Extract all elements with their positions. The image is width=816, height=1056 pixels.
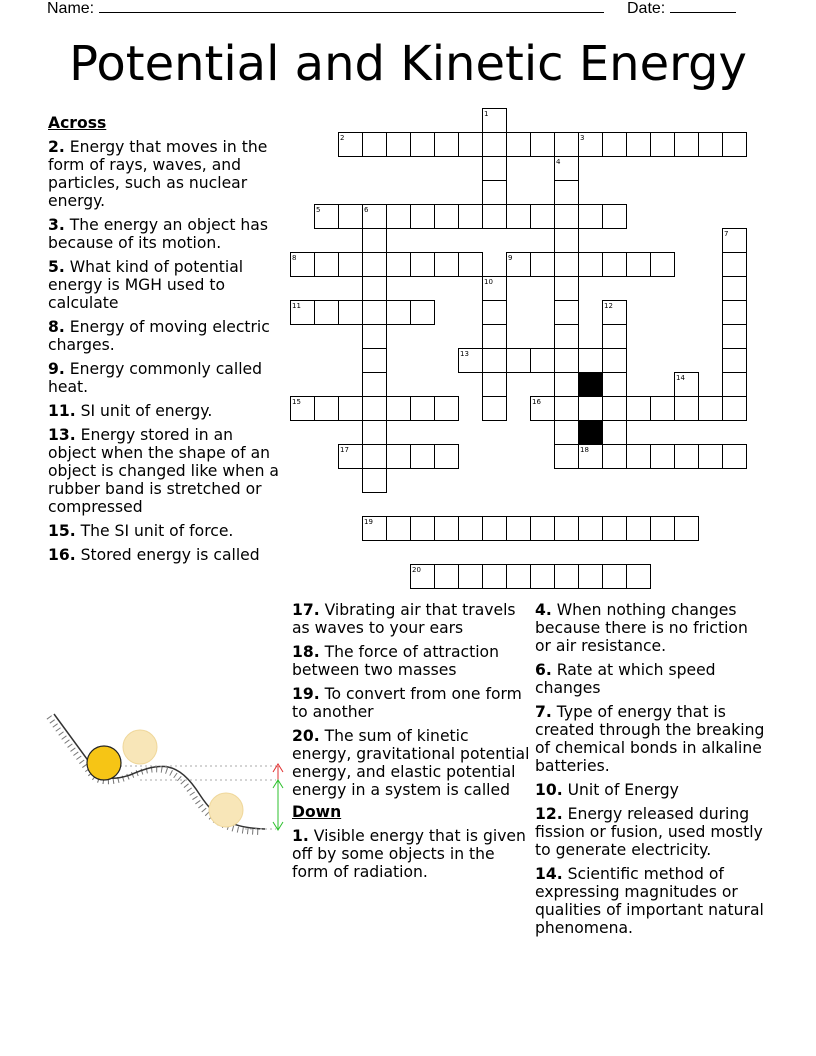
clue-number: 15.: [48, 522, 76, 540]
grid-cell[interactable]: [723, 373, 747, 397]
grid-cell[interactable]: [603, 301, 627, 325]
grid-cell[interactable]: [507, 517, 531, 541]
clue-text: Rate at which speed changes: [535, 661, 716, 697]
grid-cell[interactable]: [315, 301, 339, 325]
grid-cell[interactable]: [579, 397, 603, 421]
clue-across-12: [292, 727, 530, 799]
grid-cell[interactable]: [507, 349, 531, 373]
grid-cell[interactable]: [435, 517, 459, 541]
grid-cell[interactable]: [699, 397, 723, 421]
grid-cell[interactable]: [411, 397, 435, 421]
grid-cell[interactable]: [531, 205, 555, 229]
clue-number: 18.: [292, 643, 320, 661]
ghost-ball-top: [123, 730, 157, 764]
grid-cell[interactable]: [483, 349, 507, 373]
clue-number: 7.: [535, 703, 552, 721]
grid-cell[interactable]: [651, 517, 675, 541]
grid-number: 15: [292, 398, 301, 406]
grid-cell[interactable]: [555, 397, 579, 421]
clue-text: The SI unit of force.: [80, 522, 234, 540]
clue-text: Energy stored in an object when the shape of an object is changed like when a rubber band is stretched or compressed: [48, 426, 279, 516]
clue-text: SI unit of energy.: [80, 402, 213, 420]
clue-text: Energy of moving electric charges.: [48, 318, 270, 354]
grid-cell[interactable]: [603, 133, 627, 157]
roller-coaster-illustration: [40, 700, 300, 850]
clue-number: 10.: [535, 781, 563, 799]
grid-cell[interactable]: [603, 253, 627, 277]
grid-cell[interactable]: [339, 133, 363, 157]
grid-cell[interactable]: [435, 445, 459, 469]
grid-cell[interactable]: [579, 253, 603, 277]
grid-cell[interactable]: [723, 301, 747, 325]
grid-number: 8: [292, 254, 297, 262]
name-line[interactable]: [99, 0, 604, 13]
grid-number: 9: [508, 254, 513, 262]
grid-cell[interactable]: [675, 445, 699, 469]
grid-number: 7: [724, 230, 729, 238]
grid-cell[interactable]: [483, 205, 507, 229]
clue-number: 3.: [48, 216, 65, 234]
date-line[interactable]: [670, 0, 736, 13]
grid-cell[interactable]: [531, 565, 555, 589]
grid-cell[interactable]: [483, 565, 507, 589]
grid-cell[interactable]: [723, 325, 747, 349]
grid-cell[interactable]: [651, 253, 675, 277]
date-field[interactable]: [627, 0, 736, 18]
grid-cell[interactable]: [555, 229, 579, 253]
grid-cell[interactable]: [723, 253, 747, 277]
grid-cell[interactable]: [531, 253, 555, 277]
grid-cell[interactable]: [603, 421, 627, 445]
clue-number: 17.: [292, 601, 320, 619]
grid-cell[interactable]: [531, 133, 555, 157]
clue-text: The force of attraction between two masses: [292, 643, 499, 679]
grid-cell[interactable]: [723, 277, 747, 301]
grid-cell[interactable]: [459, 349, 483, 373]
grid-cell[interactable]: [315, 253, 339, 277]
grid-cell[interactable]: [603, 325, 627, 349]
clue-text: Scientific method of expressing magnitudes or qualities of important natural phenomena.: [535, 865, 764, 937]
grid-cell[interactable]: [291, 301, 315, 325]
grid-cell[interactable]: [435, 253, 459, 277]
grid-cell[interactable]: [579, 445, 603, 469]
clue-number: 9.: [48, 360, 65, 378]
clue-down-5: [535, 805, 767, 859]
grid-number: 19: [364, 518, 373, 526]
yellow-ball: [87, 746, 121, 780]
grid-cell[interactable]: [411, 445, 435, 469]
grid-number: 1: [484, 110, 489, 118]
clue-across-2: [48, 258, 280, 312]
grid-cell[interactable]: [363, 205, 387, 229]
grid-cell[interactable]: [603, 565, 627, 589]
clue-number: 5.: [48, 258, 65, 276]
grid-number: 3: [580, 134, 585, 142]
clue-text: Unit of Energy: [567, 781, 679, 799]
grid-cell[interactable]: [363, 517, 387, 541]
down-heading: Down: [292, 803, 342, 821]
across-heading: Across: [48, 114, 107, 132]
grid-cell[interactable]: [699, 445, 723, 469]
grid-cell[interactable]: [555, 349, 579, 373]
grid-cell[interactable]: [387, 301, 411, 325]
grid-number: 17: [340, 446, 349, 454]
grid-cell[interactable]: [555, 157, 579, 181]
grid-cell[interactable]: [723, 133, 747, 157]
grid-cell[interactable]: [315, 397, 339, 421]
clue-text: Stored energy is called: [80, 546, 260, 564]
grid-cell[interactable]: [507, 205, 531, 229]
clue-down-3: [535, 703, 767, 775]
black-square: [579, 373, 603, 397]
grid-cell[interactable]: [555, 325, 579, 349]
clues-column-3: [535, 601, 767, 943]
grid-cell[interactable]: [339, 445, 363, 469]
grid-cell[interactable]: [363, 397, 387, 421]
grid-cell[interactable]: [579, 205, 603, 229]
page-title: Potential and Kinetic Energy: [69, 36, 747, 92]
grid-cell[interactable]: [363, 253, 387, 277]
grid-number: 18: [580, 446, 589, 454]
grid-cell[interactable]: [531, 517, 555, 541]
grid-cell[interactable]: [387, 205, 411, 229]
grid-cell[interactable]: [387, 133, 411, 157]
grid-cell[interactable]: [315, 205, 339, 229]
clue-number: 1.: [292, 827, 309, 845]
grid-cell[interactable]: [555, 301, 579, 325]
clue-number: 6.: [535, 661, 552, 679]
grid-cell[interactable]: [363, 469, 387, 493]
grid-cell[interactable]: [555, 421, 579, 445]
grid-cell[interactable]: [483, 397, 507, 421]
clue-text: Energy commonly called heat.: [48, 360, 263, 396]
clue-down-2: [535, 661, 767, 697]
clue-text: Visible energy that is given off by some objects in the form of radiation.: [292, 827, 526, 881]
clue-across-4: [48, 360, 280, 396]
grid-cell[interactable]: [387, 517, 411, 541]
clue-number: 14.: [535, 865, 563, 883]
grid-cell[interactable]: [555, 517, 579, 541]
grid-cell[interactable]: [723, 349, 747, 373]
clue-number: 13.: [48, 426, 76, 444]
grid-cell[interactable]: [603, 517, 627, 541]
grid-number: 10: [484, 278, 493, 286]
clue-number: 2.: [48, 138, 65, 156]
clue-text: Energy that moves in the form of rays, waves, and particles, such as nuclear energy.: [48, 138, 268, 210]
grid-cell[interactable]: [555, 565, 579, 589]
grid-cell[interactable]: [555, 253, 579, 277]
grid-cell[interactable]: [363, 349, 387, 373]
grid-number: 4: [556, 158, 561, 166]
grid-cell[interactable]: [627, 517, 651, 541]
grid-cell[interactable]: [363, 301, 387, 325]
grid-cell[interactable]: [675, 373, 699, 397]
clue-across-8: [48, 546, 280, 564]
grid-cell[interactable]: [651, 445, 675, 469]
clue-across-1: [48, 216, 280, 252]
grid-number: 2: [340, 134, 345, 142]
grid-cell[interactable]: [531, 397, 555, 421]
clue-across-0: [48, 138, 280, 210]
grid-cell[interactable]: [411, 565, 435, 589]
grid-cell[interactable]: [603, 349, 627, 373]
grid-cell[interactable]: [387, 253, 411, 277]
grid-cell[interactable]: [627, 445, 651, 469]
ghost-ball-bottom: [209, 793, 243, 827]
clue-text: What kind of potential energy is MGH used to calculate: [48, 258, 244, 312]
clue-text: The energy an object has because of its motion.: [48, 216, 268, 252]
clue-across-5: [48, 402, 280, 420]
clue-number: 11.: [48, 402, 76, 420]
grid-cell[interactable]: [675, 133, 699, 157]
grid-cell[interactable]: [459, 517, 483, 541]
grid-cell[interactable]: [507, 253, 531, 277]
grid-cell[interactable]: [579, 133, 603, 157]
grid-cell[interactable]: [507, 133, 531, 157]
grid-cell[interactable]: [459, 565, 483, 589]
clue-across-3: [48, 318, 280, 354]
grid-cell[interactable]: [363, 277, 387, 301]
grid-cell[interactable]: [723, 229, 747, 253]
grid-cell[interactable]: [555, 205, 579, 229]
clue-number: 20.: [292, 727, 320, 745]
clue-down-6: [535, 865, 767, 937]
grid-cell[interactable]: [627, 133, 651, 157]
grid-cell[interactable]: [363, 421, 387, 445]
clue-text: To convert from one form to another: [292, 685, 522, 721]
grid-cell[interactable]: [723, 445, 747, 469]
grid-cell[interactable]: [387, 445, 411, 469]
grid-cell[interactable]: [339, 301, 363, 325]
grid-cell[interactable]: [363, 445, 387, 469]
across-clues-column-1: [48, 114, 280, 570]
grid-cell[interactable]: [603, 445, 627, 469]
name-field[interactable]: [47, 0, 604, 18]
grid-cell[interactable]: [435, 397, 459, 421]
grid-cell[interactable]: [411, 517, 435, 541]
clue-number: 16.: [48, 546, 76, 564]
grid-cell[interactable]: [411, 253, 435, 277]
grid-number: 12: [604, 302, 613, 310]
grid-cell[interactable]: [435, 133, 459, 157]
clues-column-2: [292, 601, 530, 887]
grid-cell[interactable]: [675, 397, 699, 421]
clue-text: When nothing changes because there is no friction or air resistance.: [535, 601, 748, 655]
grid-cell[interactable]: [579, 517, 603, 541]
grid-cell[interactable]: [387, 397, 411, 421]
grid-cell[interactable]: [483, 373, 507, 397]
grid-number: 13: [460, 350, 469, 358]
grid-cell[interactable]: [483, 157, 507, 181]
grid-cell[interactable]: [555, 373, 579, 397]
clue-across-6: [48, 426, 280, 516]
grid-cell[interactable]: [411, 133, 435, 157]
grid-cell[interactable]: [627, 565, 651, 589]
grid-cell[interactable]: [483, 301, 507, 325]
grid-cell[interactable]: [435, 205, 459, 229]
grid-cell[interactable]: [291, 397, 315, 421]
clue-number: 12.: [535, 805, 563, 823]
grid-cell[interactable]: [699, 133, 723, 157]
grid-cell[interactable]: [435, 565, 459, 589]
grid-cell[interactable]: [603, 373, 627, 397]
clue-across-11: [292, 685, 530, 721]
grid-cell[interactable]: [555, 133, 579, 157]
grid-cell[interactable]: [627, 253, 651, 277]
grid-cell[interactable]: [363, 373, 387, 397]
grid-cell[interactable]: [411, 301, 435, 325]
grid-number: 14: [676, 374, 685, 382]
grid-cell[interactable]: [555, 181, 579, 205]
grid-cell[interactable]: [483, 109, 507, 133]
name-label: Name:: [47, 0, 95, 17]
grid-cell[interactable]: [363, 325, 387, 349]
grid-cell[interactable]: [723, 397, 747, 421]
grid-cell[interactable]: [459, 133, 483, 157]
grid-cell[interactable]: [363, 229, 387, 253]
grid-number: 6: [364, 206, 369, 214]
clue-across-10: [292, 643, 530, 679]
grid-number: 5: [316, 206, 321, 214]
clue-down-4: [535, 781, 767, 799]
clue-number: 4.: [535, 601, 552, 619]
grid-cell[interactable]: [651, 397, 675, 421]
grid-cell[interactable]: [555, 445, 579, 469]
grid-cell[interactable]: [603, 397, 627, 421]
clue-text: Vibrating air that travels as waves to your ears: [292, 601, 516, 637]
grid-cell[interactable]: [291, 253, 315, 277]
grid-cell[interactable]: [459, 205, 483, 229]
clue-down-0: [292, 827, 530, 881]
clue-number: 8.: [48, 318, 65, 336]
grid-cell[interactable]: [507, 565, 531, 589]
grid-cell[interactable]: [555, 277, 579, 301]
grid-cell[interactable]: [531, 349, 555, 373]
grid-cell[interactable]: [483, 325, 507, 349]
black-square: [579, 421, 603, 445]
grid-cell[interactable]: [339, 205, 363, 229]
grid-cell[interactable]: [483, 517, 507, 541]
grid-cell[interactable]: [579, 565, 603, 589]
clue-across-7: [48, 522, 280, 540]
grid-cell[interactable]: [483, 277, 507, 301]
date-label: Date:: [627, 0, 666, 17]
grid-cell[interactable]: [339, 397, 363, 421]
grid-cell[interactable]: [411, 205, 435, 229]
clue-across-9: [292, 601, 530, 637]
clue-text: Type of energy that is created through the breaking of chemical bonds in alkaline batteries.: [535, 703, 765, 775]
grid-number: 11: [292, 302, 301, 310]
grid-cell[interactable]: [651, 133, 675, 157]
grid-cell[interactable]: [459, 253, 483, 277]
grid-number: 20: [412, 566, 421, 574]
grid-cell[interactable]: [339, 253, 363, 277]
grid-cell[interactable]: [627, 397, 651, 421]
grid-cell[interactable]: [675, 517, 699, 541]
clue-number: 19.: [292, 685, 320, 703]
clue-text: Energy released during fission or fusion, used mostly to generate electricity.: [535, 805, 763, 859]
grid-cell[interactable]: [603, 205, 627, 229]
grid-number: 16: [532, 398, 541, 406]
clue-text: The sum of kinetic energy, gravitational potential energy, and elastic potential energy in a system is called: [292, 727, 530, 799]
grid-cell[interactable]: [363, 133, 387, 157]
grid-cell[interactable]: [483, 133, 507, 157]
grid-cell[interactable]: [483, 181, 507, 205]
grid-cell[interactable]: [579, 349, 603, 373]
clue-down-1: [535, 601, 767, 655]
